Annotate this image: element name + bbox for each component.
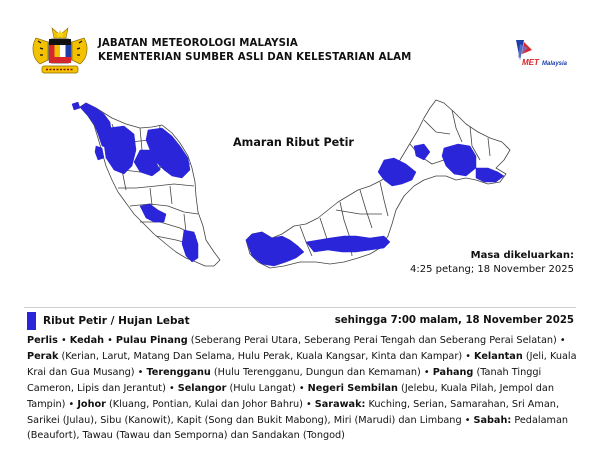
- warning-districts: (Jeli, Kuala Krai dan Gua Musang): [27, 350, 577, 378]
- malaysia-logo-text: Malaysia: [542, 61, 568, 67]
- warning-state: Kelantan: [474, 350, 523, 362]
- warning-districts: (Tanah Tinggi Cameron, Lipis dan Jerantut): [27, 366, 542, 394]
- divider: [24, 307, 576, 308]
- warning-districts: (Kluang, Pontian, Kulai dan Johor Bahru): [109, 398, 303, 410]
- warning-area-perak: [104, 126, 136, 174]
- issued-time: 4:25 petang; 18 November 2025: [410, 264, 574, 275]
- warning-districts: (Jelebu, Kuala Pilah, Jempol dan Tampin): [27, 382, 554, 410]
- ministry-name: KEMENTERIAN SUMBER ASLI DAN KELESTARIAN ALAM: [98, 52, 412, 63]
- warning-area-penang: [95, 146, 104, 160]
- warning-state: Sarawak:: [314, 398, 366, 410]
- warning-area-selangor: [140, 204, 166, 222]
- warning-state: Pulau Pinang: [115, 335, 188, 346]
- warning-districts: Pedalaman (Beaufort), Tawau (Tawau dan Semporna) dan Sandakan (Tongod): [27, 414, 569, 442]
- issued-label: Masa dikeluarkan:: [470, 250, 574, 261]
- warning-districts: (Hulu Langat): [229, 382, 296, 394]
- warning-districts: (Hulu Terengganu, Dungun dan Kemaman): [213, 366, 421, 378]
- warning-state: Perak: [27, 350, 59, 362]
- warning-area-islands: [72, 102, 80, 110]
- warning-districts: (Kerian, Larut, Matang Dan Selama, Hulu Perak, Kuala Kangsar, Kinta dan Kampar): [61, 350, 463, 362]
- header-titles: [98, 37, 411, 65]
- warning-state: Selangor: [177, 382, 227, 394]
- warning-state: Pahang: [432, 366, 474, 378]
- category-title: Ribut Petir / Hujan Lebat: [43, 315, 190, 327]
- warning-state: Sabah:: [473, 414, 512, 426]
- agency-name: JABATAN METEOROLOGI MALAYSIA: [98, 38, 298, 49]
- warning-state: Perlis: [27, 335, 58, 346]
- coat-of-arms-logo: [28, 26, 92, 76]
- warning-area-miri: [378, 158, 416, 186]
- warning-state: Negeri Sembilan: [307, 382, 398, 394]
- category-color-bar: [27, 312, 36, 330]
- borneo-internal-boundaries: [276, 110, 490, 256]
- warning-area-sabah-interior: [442, 144, 476, 176]
- warning-state: Terengganu: [146, 366, 211, 378]
- warning-state: Johor: [77, 398, 106, 410]
- met-logo-text: MET: [522, 58, 539, 67]
- warning-area-list: Perlis • Kedah • Pulau Pinang (Seberang Perai Utara, Seberang Perai Tengah dan Seberang Perai Selatan) • Perak (Kerian, Larut, Matang Dan Selama, Hulu Perak, Kuala Kangsar, Kinta dan Kampar) • Kelantan (Jeli, Kuala Krai dan Gua Musang) • Terengganu (Hulu Terengganu, Dungun dan Kemaman) • Pahang (Tanah Tinggi Cameron, Lipis dan Jerantut) • Selangor (Hulu Langat) • Negeri Sembilan (Jelebu, Kuala Pilah, Jempol dan Tampin) • Johor (Kluang, Pontian, Kulai dan Johor Bahru) • Sarawak: Kuching, Serian, Samarahan, Sri Aman, Sarikei (Julau), Sibu (Kanowit), Kapit (Song dan Bukit Mabong), Miri (Marudi) dan Limbang • Sabah: Pedalaman (Beaufort), Tawau (Tawau dan Semporna) dan Sandakan (Tongod): [27, 335, 577, 442]
- warning-districts: Kuching, Serian, Samarahan, Sri Aman, Sarikei (Julau), Sibu (Kanowit), Kapit (Song dan Bukit Mabong), Miri (Marudi) dan Limbang: [27, 398, 560, 426]
- met-malaysia-logo: [510, 38, 576, 68]
- warning-districts: (Seberang Perai Utara, Seberang Perai Tengah dan Seberang Perai Selatan): [190, 335, 557, 346]
- warning-state: Kedah: [69, 335, 105, 346]
- map-title: Amaran Ribut Petir: [233, 136, 354, 149]
- warning-area-limbang: [414, 144, 430, 160]
- valid-until: sehingga 7:00 malam, 18 November 2025: [334, 315, 574, 326]
